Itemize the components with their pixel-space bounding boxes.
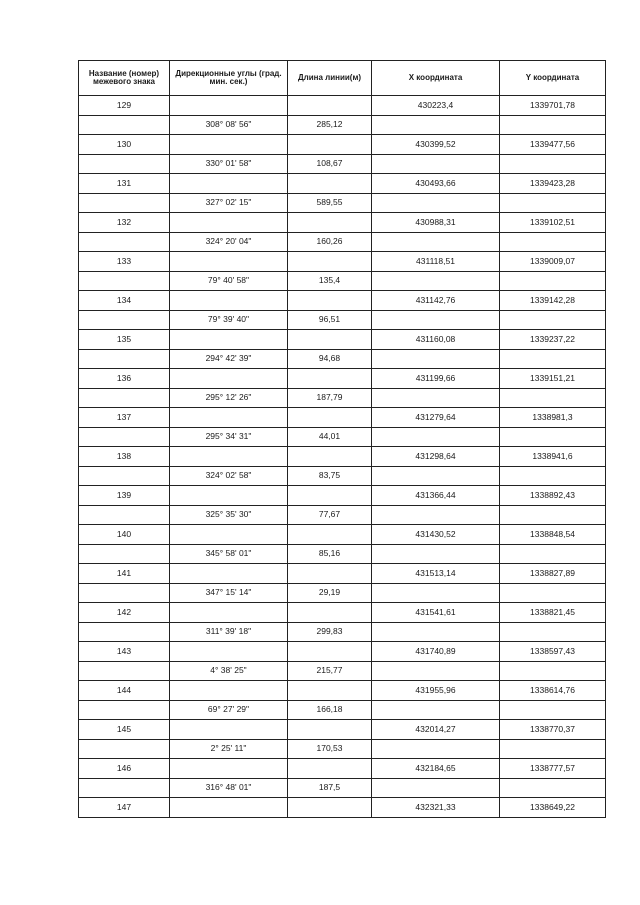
cell-direction-angle: 311° 39' 18" <box>170 622 288 642</box>
cell-y-coordinate: 1338597,43 <box>500 642 606 662</box>
cell-line-length <box>288 525 372 545</box>
cell-direction-angle <box>170 681 288 701</box>
cell-x-coordinate <box>372 310 500 330</box>
cell-x-coordinate <box>372 583 500 603</box>
cell-line-length <box>288 486 372 506</box>
cell-x-coordinate: 431160,08 <box>372 330 500 350</box>
table-row <box>79 681 606 701</box>
cell-point-name <box>79 427 170 447</box>
cell-point-name: 135 <box>79 330 170 350</box>
cell-line-length: 29,19 <box>288 583 372 603</box>
cell-direction-angle <box>170 642 288 662</box>
cell-y-coordinate <box>500 505 606 525</box>
cell-line-length <box>288 798 372 818</box>
cell-point-name <box>79 349 170 369</box>
cell-direction-angle: 2° 25' 11" <box>170 739 288 759</box>
cell-y-coordinate: 1339142,28 <box>500 291 606 311</box>
cell-y-coordinate <box>500 778 606 798</box>
cell-line-length <box>288 252 372 272</box>
table-row <box>79 174 606 194</box>
table-row <box>79 700 606 720</box>
cell-y-coordinate: 1338941,6 <box>500 447 606 467</box>
cell-x-coordinate: 431279,64 <box>372 408 500 428</box>
cell-line-length: 77,67 <box>288 505 372 525</box>
cell-point-name <box>79 544 170 564</box>
cell-y-coordinate <box>500 115 606 135</box>
cell-line-length: 589,55 <box>288 193 372 213</box>
cell-direction-angle: 79° 39' 40" <box>170 310 288 330</box>
cell-y-coordinate: 1338777,57 <box>500 759 606 779</box>
cell-y-coordinate <box>500 544 606 564</box>
cell-y-coordinate: 1338614,76 <box>500 681 606 701</box>
table-row <box>79 583 606 603</box>
cell-y-coordinate: 1339423,28 <box>500 174 606 194</box>
header-point-name: Название (номер) межевого знака <box>79 61 170 96</box>
cell-point-name: 137 <box>79 408 170 428</box>
cell-line-length: 166,18 <box>288 700 372 720</box>
table-row <box>79 427 606 447</box>
table-row <box>79 349 606 369</box>
cell-direction-angle: 4° 38' 25" <box>170 661 288 681</box>
cell-x-coordinate: 431430,52 <box>372 525 500 545</box>
cell-direction-angle <box>170 720 288 740</box>
cell-direction-angle <box>170 447 288 467</box>
cell-line-length: 187,79 <box>288 388 372 408</box>
table-row <box>79 213 606 233</box>
cell-direction-angle: 345° 58' 01" <box>170 544 288 564</box>
cell-y-coordinate: 1338821,45 <box>500 603 606 623</box>
cell-y-coordinate <box>500 232 606 252</box>
cell-direction-angle <box>170 252 288 272</box>
cell-line-length: 135,4 <box>288 271 372 291</box>
table-row <box>79 388 606 408</box>
cell-direction-angle: 308° 08' 56" <box>170 115 288 135</box>
table-row <box>79 622 606 642</box>
cell-point-name <box>79 661 170 681</box>
table-row <box>79 115 606 135</box>
cell-x-coordinate <box>372 193 500 213</box>
cell-point-name <box>79 115 170 135</box>
cell-y-coordinate: 1338770,37 <box>500 720 606 740</box>
cell-point-name <box>79 505 170 525</box>
cell-line-length: 83,75 <box>288 466 372 486</box>
cell-direction-angle: 327° 02' 15" <box>170 193 288 213</box>
cell-direction-angle: 295° 12' 26" <box>170 388 288 408</box>
cell-direction-angle: 324° 02' 58" <box>170 466 288 486</box>
cell-x-coordinate: 431199,66 <box>372 369 500 389</box>
cell-direction-angle <box>170 759 288 779</box>
cell-x-coordinate <box>372 388 500 408</box>
cell-direction-angle <box>170 408 288 428</box>
cell-direction-angle <box>170 525 288 545</box>
table-row <box>79 525 606 545</box>
cell-point-name: 147 <box>79 798 170 818</box>
cell-point-name <box>79 583 170 603</box>
table-row <box>79 408 606 428</box>
cell-point-name: 132 <box>79 213 170 233</box>
cell-direction-angle: 295° 34' 31" <box>170 427 288 447</box>
table-row <box>79 544 606 564</box>
cell-y-coordinate: 1339151,21 <box>500 369 606 389</box>
table-row <box>79 739 606 759</box>
cell-x-coordinate: 431298,64 <box>372 447 500 467</box>
cell-line-length <box>288 564 372 584</box>
table-row <box>79 720 606 740</box>
cell-x-coordinate <box>372 154 500 174</box>
header-x-coordinate: X координата <box>372 61 500 96</box>
cell-x-coordinate <box>372 739 500 759</box>
table-row <box>79 310 606 330</box>
table-row <box>79 564 606 584</box>
table-row <box>79 447 606 467</box>
table-row <box>79 96 606 116</box>
cell-y-coordinate <box>500 739 606 759</box>
cell-y-coordinate: 1338649,22 <box>500 798 606 818</box>
cell-y-coordinate: 1338827,89 <box>500 564 606 584</box>
cell-line-length: 44,01 <box>288 427 372 447</box>
cell-line-length: 285,12 <box>288 115 372 135</box>
cell-direction-angle: 324° 20' 04" <box>170 232 288 252</box>
cell-point-name: 144 <box>79 681 170 701</box>
cell-line-length <box>288 642 372 662</box>
cell-direction-angle <box>170 96 288 116</box>
table-row <box>79 232 606 252</box>
cell-direction-angle <box>170 291 288 311</box>
cell-direction-angle: 79° 40' 58" <box>170 271 288 291</box>
cell-y-coordinate: 1338848,54 <box>500 525 606 545</box>
cell-line-length: 85,16 <box>288 544 372 564</box>
table-row <box>79 330 606 350</box>
cell-line-length <box>288 96 372 116</box>
cell-y-coordinate <box>500 271 606 291</box>
cell-point-name: 142 <box>79 603 170 623</box>
cell-y-coordinate <box>500 193 606 213</box>
cell-x-coordinate: 431955,96 <box>372 681 500 701</box>
cell-line-length <box>288 291 372 311</box>
table-row <box>79 369 606 389</box>
cell-direction-angle: 347° 15' 14" <box>170 583 288 603</box>
cell-line-length <box>288 174 372 194</box>
cell-x-coordinate: 430493,66 <box>372 174 500 194</box>
cell-direction-angle <box>170 369 288 389</box>
cell-direction-angle <box>170 135 288 155</box>
cell-point-name: 130 <box>79 135 170 155</box>
cell-direction-angle <box>170 174 288 194</box>
cell-point-name <box>79 739 170 759</box>
cell-direction-angle <box>170 330 288 350</box>
cell-line-length <box>288 369 372 389</box>
cell-point-name <box>79 388 170 408</box>
table-row <box>79 486 606 506</box>
table-row <box>79 466 606 486</box>
cell-y-coordinate <box>500 427 606 447</box>
cell-x-coordinate <box>372 349 500 369</box>
cell-point-name <box>79 466 170 486</box>
table-row <box>79 642 606 662</box>
cell-y-coordinate <box>500 154 606 174</box>
cell-point-name: 141 <box>79 564 170 584</box>
cell-point-name <box>79 310 170 330</box>
cell-point-name: 146 <box>79 759 170 779</box>
cell-y-coordinate: 1339701,78 <box>500 96 606 116</box>
cell-line-length <box>288 603 372 623</box>
cell-point-name: 143 <box>79 642 170 662</box>
cell-point-name: 131 <box>79 174 170 194</box>
cell-y-coordinate: 1338981,3 <box>500 408 606 428</box>
cell-x-coordinate <box>372 427 500 447</box>
table-row <box>79 505 606 525</box>
cell-line-length: 215,77 <box>288 661 372 681</box>
cell-y-coordinate <box>500 661 606 681</box>
table-body <box>79 96 606 818</box>
cell-x-coordinate: 432014,27 <box>372 720 500 740</box>
cell-x-coordinate: 430988,31 <box>372 213 500 233</box>
cell-direction-angle <box>170 486 288 506</box>
cell-direction-angle <box>170 603 288 623</box>
cell-y-coordinate <box>500 466 606 486</box>
cell-x-coordinate: 431541,61 <box>372 603 500 623</box>
cell-point-name <box>79 271 170 291</box>
cell-x-coordinate: 431142,76 <box>372 291 500 311</box>
table-row <box>79 135 606 155</box>
cell-direction-angle: 294° 42' 39" <box>170 349 288 369</box>
cell-x-coordinate: 432321,33 <box>372 798 500 818</box>
cell-y-coordinate <box>500 310 606 330</box>
cell-point-name: 139 <box>79 486 170 506</box>
table-row <box>79 778 606 798</box>
cell-y-coordinate: 1339477,56 <box>500 135 606 155</box>
cell-line-length: 160,26 <box>288 232 372 252</box>
table-header-row <box>79 61 606 96</box>
cell-x-coordinate: 431366,44 <box>372 486 500 506</box>
cell-direction-angle <box>170 564 288 584</box>
table-row <box>79 759 606 779</box>
cell-direction-angle: 69° 27' 29" <box>170 700 288 720</box>
cell-line-length <box>288 408 372 428</box>
cell-line-length <box>288 135 372 155</box>
cell-x-coordinate <box>372 622 500 642</box>
cell-line-length: 299,83 <box>288 622 372 642</box>
cell-x-coordinate: 430399,52 <box>372 135 500 155</box>
cell-point-name: 145 <box>79 720 170 740</box>
table-row <box>79 603 606 623</box>
cell-point-name <box>79 154 170 174</box>
header-y-coordinate: Y координата <box>500 61 606 96</box>
cell-point-name: 133 <box>79 252 170 272</box>
cell-y-coordinate: 1339102,51 <box>500 213 606 233</box>
cell-line-length: 170,53 <box>288 739 372 759</box>
cell-y-coordinate <box>500 388 606 408</box>
cell-direction-angle <box>170 213 288 233</box>
cell-x-coordinate <box>372 505 500 525</box>
cell-line-length <box>288 213 372 233</box>
cell-point-name: 140 <box>79 525 170 545</box>
cell-line-length: 187,5 <box>288 778 372 798</box>
cell-point-name <box>79 193 170 213</box>
cell-line-length <box>288 447 372 467</box>
header-direction-angle: Дирекционные углы (град. мин. сек.) <box>170 61 288 96</box>
cell-x-coordinate <box>372 544 500 564</box>
cell-x-coordinate <box>372 466 500 486</box>
cell-x-coordinate: 431740,89 <box>372 642 500 662</box>
cell-x-coordinate <box>372 271 500 291</box>
cell-line-length <box>288 759 372 779</box>
cell-point-name: 138 <box>79 447 170 467</box>
cell-x-coordinate <box>372 700 500 720</box>
cell-x-coordinate <box>372 115 500 135</box>
cell-point-name: 129 <box>79 96 170 116</box>
cell-x-coordinate: 431118,51 <box>372 252 500 272</box>
cell-x-coordinate <box>372 661 500 681</box>
table-row <box>79 252 606 272</box>
cell-y-coordinate <box>500 349 606 369</box>
table-row <box>79 271 606 291</box>
cell-y-coordinate <box>500 583 606 603</box>
table-row <box>79 661 606 681</box>
table-row <box>79 193 606 213</box>
cell-x-coordinate: 432184,65 <box>372 759 500 779</box>
cell-x-coordinate: 430223,4 <box>372 96 500 116</box>
cell-x-coordinate <box>372 232 500 252</box>
cell-line-length: 94,68 <box>288 349 372 369</box>
table-row <box>79 291 606 311</box>
table-row <box>79 154 606 174</box>
cell-point-name: 136 <box>79 369 170 389</box>
cell-point-name <box>79 622 170 642</box>
cell-x-coordinate <box>372 778 500 798</box>
cell-line-length <box>288 720 372 740</box>
header-line-length: Длина линии(м) <box>288 61 372 96</box>
cell-point-name: 134 <box>79 291 170 311</box>
cell-point-name <box>79 778 170 798</box>
cell-line-length <box>288 681 372 701</box>
cell-point-name <box>79 232 170 252</box>
cell-line-length: 108,67 <box>288 154 372 174</box>
cell-x-coordinate: 431513,14 <box>372 564 500 584</box>
cell-direction-angle: 316° 48' 01" <box>170 778 288 798</box>
coordinates-table <box>78 60 606 818</box>
cell-line-length <box>288 330 372 350</box>
cell-point-name <box>79 700 170 720</box>
cell-line-length: 96,51 <box>288 310 372 330</box>
cell-y-coordinate: 1338892,43 <box>500 486 606 506</box>
cell-direction-angle: 330° 01' 58" <box>170 154 288 174</box>
cell-y-coordinate: 1339237,22 <box>500 330 606 350</box>
cell-y-coordinate <box>500 622 606 642</box>
table-row <box>79 798 606 818</box>
cell-y-coordinate <box>500 700 606 720</box>
cell-y-coordinate: 1339009,07 <box>500 252 606 272</box>
cell-direction-angle: 325° 35' 30" <box>170 505 288 525</box>
cell-direction-angle <box>170 798 288 818</box>
